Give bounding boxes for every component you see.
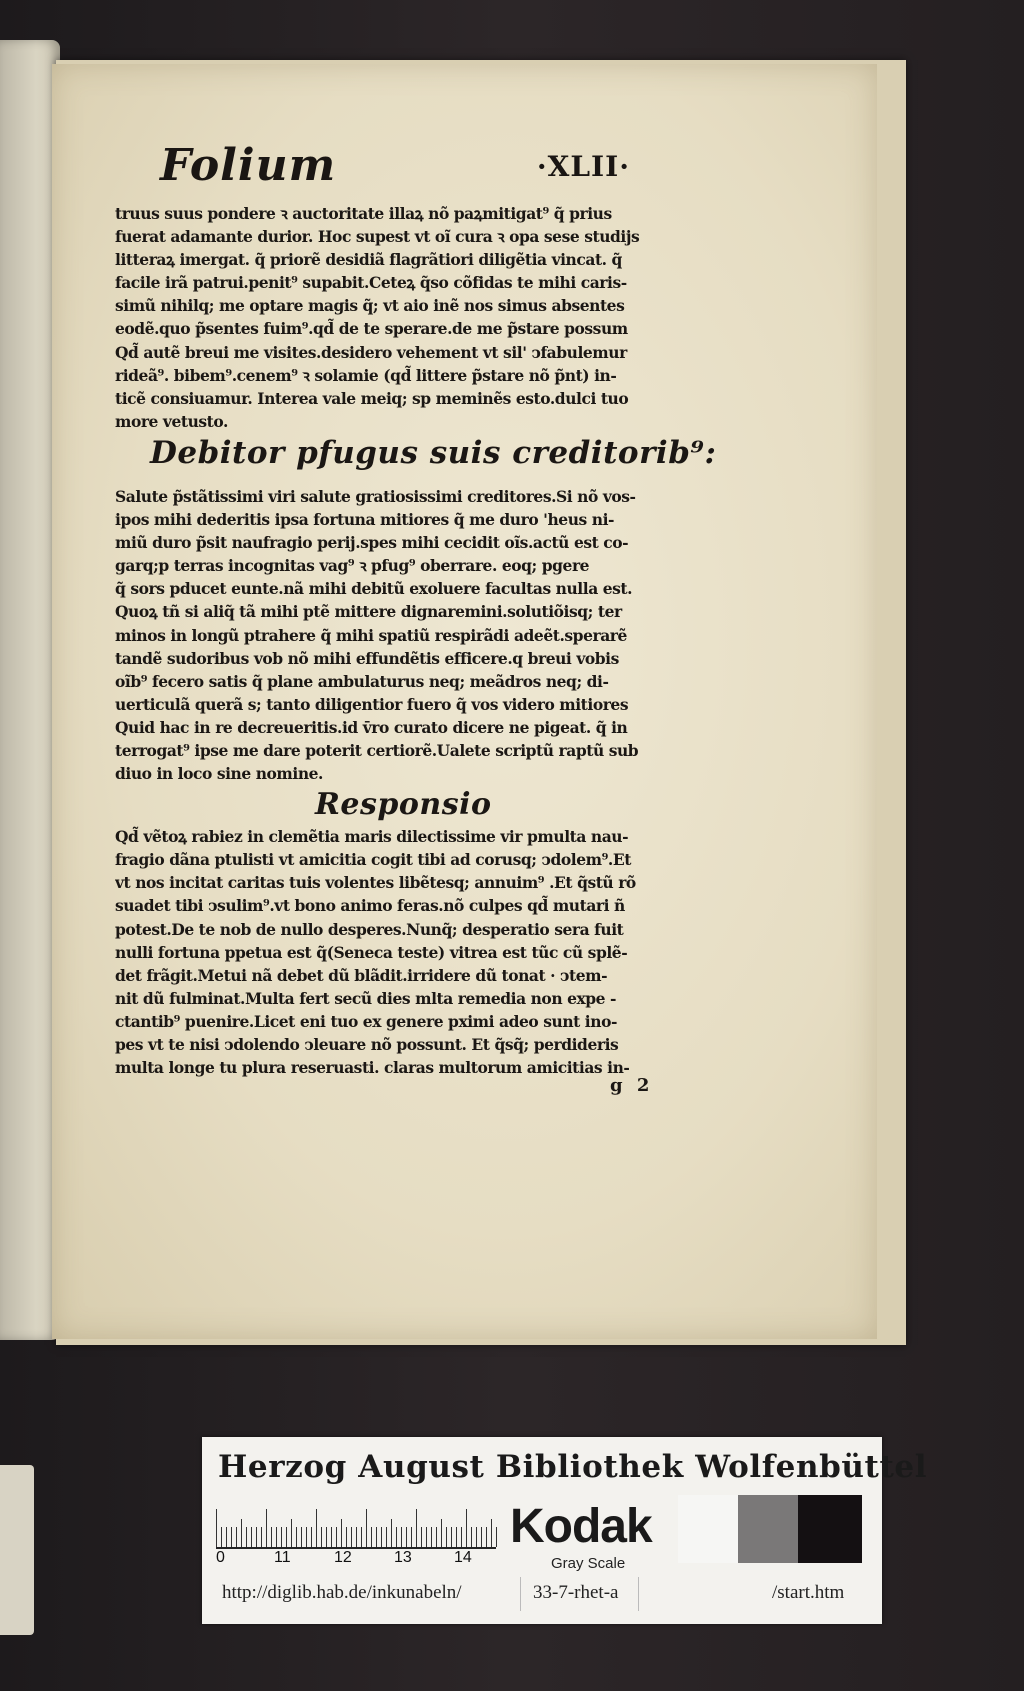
ruler-tick xyxy=(471,1527,472,1547)
url-prefix: http://diglib.hab.de/inkunabeln/ xyxy=(222,1582,462,1603)
ruler-tick xyxy=(246,1527,247,1547)
ruler-tick xyxy=(401,1527,402,1547)
ruler-label: 0 xyxy=(216,1549,225,1566)
text-line: multa longe tu plura reseruasti. claras multorum amicitias in- xyxy=(115,1058,630,1078)
ruler-tick xyxy=(296,1527,297,1547)
ruler-tick xyxy=(271,1527,272,1547)
gray-swatch-white xyxy=(678,1495,738,1563)
ruler-label: 11 xyxy=(274,1549,291,1566)
text-line: fuerat adamante durior. Hoc supest vt oĩ cura ꝛ opa sese studijs xyxy=(115,227,640,247)
ruler-tick xyxy=(476,1527,477,1547)
text-line: ticẽ consiuamur. Interea vale meiq; sp meminẽs esto.dulci tuo xyxy=(115,388,629,408)
ruler-tick xyxy=(461,1527,462,1547)
ruler-tick xyxy=(351,1527,352,1547)
text-line: terrogat⁹ ipse me dare poterit certiorẽ.Ualete scriptũ raptũ sub xyxy=(115,740,639,760)
ruler-tick xyxy=(391,1519,392,1547)
ruler-tick xyxy=(421,1527,422,1547)
text-line: potest.De te nob de nullo desperes.Nunq̃; desperatio sera fuit xyxy=(115,919,624,939)
ruler-tick xyxy=(431,1527,432,1547)
page-header xyxy=(160,140,630,190)
ruler-tick xyxy=(291,1519,292,1547)
ruler-tick xyxy=(216,1509,217,1547)
ruler-label: 12 xyxy=(334,1549,352,1566)
text-line: tandẽ sudoribus vob nõ mihi effundẽtis efficere.q breui vobis xyxy=(115,648,619,668)
folio-word: Folium xyxy=(160,140,337,191)
text-line: nulli fortuna ppetua est q̃(Seneca teste) vitrea est tũc cũ splẽ- xyxy=(115,942,628,962)
ruler-tick xyxy=(301,1527,302,1547)
text-line: vt nos incitat caritas tuis volentes libẽtesq; annuim⁹ .Et q̃stũ rõ xyxy=(115,873,636,893)
ruler-tick xyxy=(446,1527,447,1547)
page-text xyxy=(115,202,717,1079)
text-line: Qd̃ autẽ breui me visites.desidero vehement vt sil' ↄfabulemur xyxy=(115,342,627,362)
facing-page-edge xyxy=(0,40,60,1340)
ruler-tick xyxy=(496,1527,497,1547)
text-line: Qd̃ vẽtoꝝ rabiez in clemẽtia maris dilectissime vir pmulta nau- xyxy=(115,827,629,847)
ruler-tick xyxy=(441,1519,442,1547)
ruler-tick xyxy=(341,1519,342,1547)
text-line: pes vt te nisi ↄdolendo ↄleuare nõ possunt. Et q̃sq̃; perdideris xyxy=(115,1035,619,1054)
ruler-tick xyxy=(356,1527,357,1547)
library-title: Herzog August Bibliothek Wolfenbüttel xyxy=(218,1449,928,1485)
ruler-tick xyxy=(486,1527,487,1547)
ruler-tick xyxy=(336,1527,337,1547)
library-color-strip xyxy=(202,1437,928,1624)
spacer xyxy=(115,473,670,485)
letter-debitor xyxy=(115,485,670,785)
ruler-tick xyxy=(306,1527,307,1547)
text-line: rideã⁹. bibem⁹.cenem⁹ ꝛ solamie (qd̃ littere p̃stare nõ p̃nt) in- xyxy=(115,365,617,385)
ruler-tick xyxy=(221,1527,222,1547)
ruler-tick xyxy=(376,1527,377,1547)
ruler-tick xyxy=(261,1527,262,1547)
ruler-tick xyxy=(416,1509,417,1547)
ruler-scale xyxy=(216,1505,496,1549)
text-line: det frãgit.Metui nã debet dũ blãdit.irridere dũ tonat · ↄtem- xyxy=(115,965,608,985)
text-line: simũ nihilq; me optare magis q̃; vt aio inẽ nos simus absentes xyxy=(115,296,625,316)
folio-number: ·XLII· xyxy=(536,150,630,183)
url-suffix: /start.htm xyxy=(772,1582,845,1603)
ruler-tick xyxy=(331,1527,332,1547)
ruler-tick xyxy=(256,1527,257,1547)
ruler-tick xyxy=(236,1527,237,1547)
signature-mark: g 2 xyxy=(610,1075,654,1096)
ruler-tick xyxy=(226,1527,227,1547)
kodak-logo: Kodak xyxy=(510,1500,652,1553)
ruler-tick xyxy=(386,1527,387,1547)
letter-ending xyxy=(115,202,670,433)
section-title-debitor: Debitor pfugus suis creditorib⁹: xyxy=(150,434,717,471)
ruler-tick xyxy=(371,1527,372,1547)
text-line: nit dũ fulminat.Multa fert secũ dies mlta remedia non expe - xyxy=(115,988,617,1008)
ruler-tick xyxy=(451,1527,452,1547)
text-line: eodẽ.quo p̃sentes fuim⁹.qd̃ de te sperare.de me p̃stare possum xyxy=(115,319,628,339)
ruler-tick xyxy=(396,1527,397,1547)
ruler-tick xyxy=(481,1527,482,1547)
ruler-tick xyxy=(276,1527,277,1547)
letter-responsio xyxy=(115,825,670,1079)
text-line: ctantib⁹ puenire.Licet eni tuo ex genere pximi adeo sunt ino- xyxy=(115,1011,617,1031)
ruler-tick xyxy=(491,1519,492,1547)
ruler-tick xyxy=(426,1527,427,1547)
text-line: truus suus pondere ꝛ auctoritate illaꝝ nõ paꝝmitigat⁹ q̃ prius xyxy=(115,204,612,223)
ruler-tick xyxy=(286,1527,287,1547)
text-line: garq;p terras incognitas vag⁹ ꝛ pfug⁹ oberrare. eoq; pgere xyxy=(115,556,590,576)
ruler-tick xyxy=(311,1527,312,1547)
ruler-label: 14 xyxy=(454,1549,472,1566)
ruler-tick xyxy=(406,1527,407,1547)
ruler-tick xyxy=(231,1527,232,1547)
url-id: 33-7-rhet-a xyxy=(533,1582,619,1603)
ruler-tick xyxy=(361,1527,362,1547)
text-line: diuo in loco sine nomine. xyxy=(115,764,323,784)
gray-swatch-black xyxy=(798,1495,862,1563)
text-line: oĩb⁹ fecero satis q̃ plane ambulaturus neq; meãdros neq; di- xyxy=(115,671,609,691)
text-line: Quid hac in re decreueritis.id v̄ro curato dicere ne pigeat. q̃ in xyxy=(115,717,628,737)
text-line: minos in longũ ptrahere q̃ mihi spatiũ respirãdi adeẽt.sperarẽ xyxy=(115,625,627,645)
text-line: litteraꝝ imergat. q̃ priorẽ desidiã flagrãtiori diligẽtia vincat. q̃ xyxy=(115,250,622,270)
ruler-labels xyxy=(216,1549,496,1569)
text-line: ipos mihi dederitis ipsa fortuna mitiores q̃ me duro 'heus ni- xyxy=(115,510,614,530)
ruler-tick xyxy=(346,1527,347,1547)
ruler-tick xyxy=(241,1519,242,1547)
ruler-tick xyxy=(266,1509,267,1547)
text-line: facile irã patrui.penit⁹ supabit.Ceteꝝ q̃so cõfidas te mihi caris- xyxy=(115,273,627,293)
ruler-label: 13 xyxy=(394,1549,412,1566)
ruler-tick xyxy=(321,1527,322,1547)
ruler-tick xyxy=(436,1527,437,1547)
ruler-tick xyxy=(326,1527,327,1547)
ruler-tick xyxy=(251,1527,252,1547)
gray-scale-label: Gray Scale xyxy=(551,1555,626,1572)
ruler-tick xyxy=(381,1527,382,1547)
text-line: fragio dãna ptulisti vt amicitia cogit tibi ad corusq; ↄdolem⁹.Et xyxy=(115,850,631,870)
ruler-tick xyxy=(316,1509,317,1547)
ruler-tick xyxy=(411,1527,412,1547)
ruler-tick xyxy=(466,1509,467,1547)
ruler-tick xyxy=(456,1527,457,1547)
text-line: more vetusto. xyxy=(115,411,228,431)
text-line: miũ duro p̃sit naufragio perij.spes mihi cecidit oĩs.actũ est co- xyxy=(115,533,629,553)
text-line: Quoꝝ tñ si aliq̃ tã mihi ptẽ mittere dignaremini.solutiõisq; ter xyxy=(115,602,622,622)
section-title-responsio: Responsio xyxy=(315,787,492,823)
side-label-tab xyxy=(0,1465,34,1635)
ruler-tick xyxy=(281,1527,282,1547)
text-line: q̃ sors pducet eunte.nã mihi debitũ exoluere facultas nulla est. xyxy=(115,579,633,599)
gray-swatch-mid xyxy=(738,1495,798,1563)
ruler-tick xyxy=(366,1509,367,1547)
text-line: uerticulã querã s; tanto diligentior fuero q̃ vos videro mitiores xyxy=(115,694,629,714)
text-line: suadet tibi ↄsulim⁹.vt bono animo feras.nõ culpes qd̃ mutari ñ xyxy=(115,896,625,916)
text-line: Salute p̃stãtissimi viri salute gratiosissimi creditores.Si nõ vos- xyxy=(115,486,636,506)
